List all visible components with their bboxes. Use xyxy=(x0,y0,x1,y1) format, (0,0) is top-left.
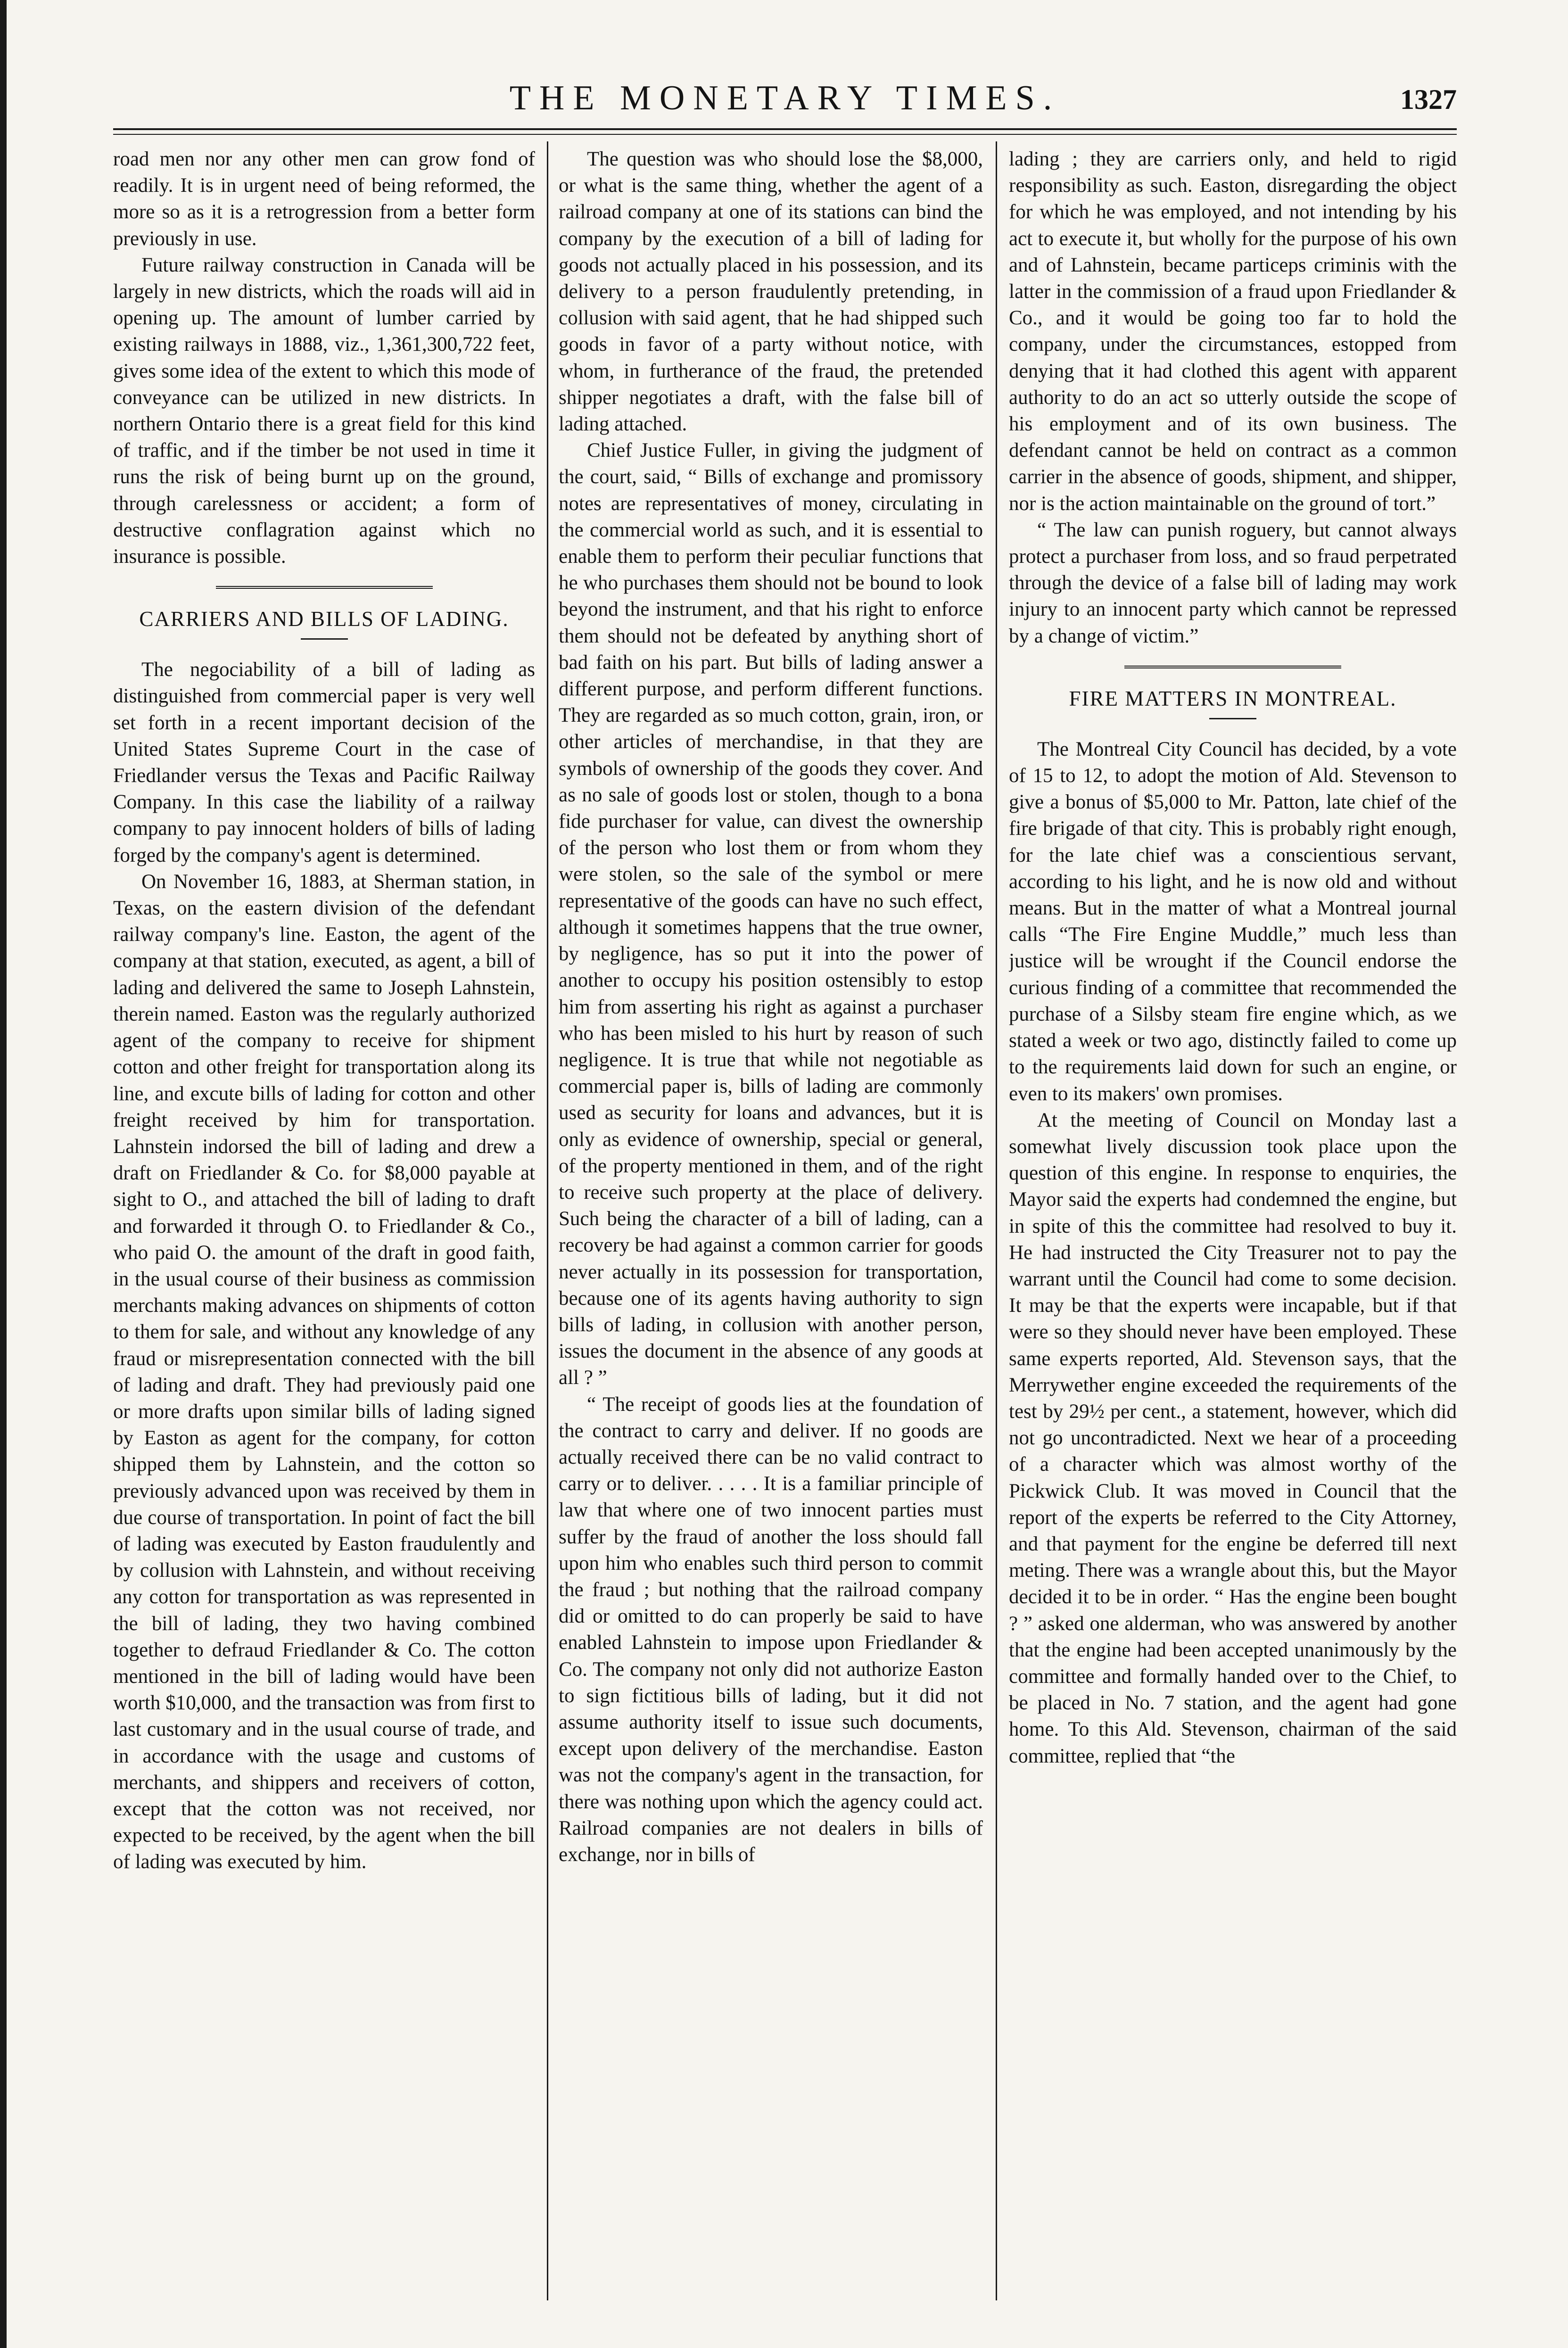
column-2 xyxy=(559,146,983,2296)
article-paragraph: “ The receipt of goods lies at the foundation of the contract to carry and deliver. If no goods are actually received there can be no valid contract to carry or to deliver. . . . . It is a familiar principle of law that where one of two innocent parties must suffer by the fraud of another the loss should fall upon him who enables such third person to commit the fraud ; but nothing that the railroad company did or omitted to do can properly be said to have enabled Lahnstein to impose upon Friedlander & Co. The company not only did not authorize Easton to sign fictitious bills of lading, but it did not assume authority itself to issue such documents, except upon delivery of the merchandise. Easton was not the company's agent in the transaction, for there was nothing upon which the agency could act. Railroad companies are not dealers in bills of exchange, nor in bills of xyxy=(559,1393,983,1866)
article-paragraph: The question was who should lose the $8,000, or what is the same thing, whether the agent of a railroad company at one of its stations can bind the company by the execution of a bill of lading for goods not actually placed in his possession, and its delivery to a person fraudulently pretending, in collusion with said agent, that he had shipped such goods in favor of a party without notice, with whom, in furtherance of the fraud, the pretended shipper negotiates a draft, with the false bill of lading attached. xyxy=(559,148,983,436)
article-paragraph: Chief Justice Fuller, in giving the judgment of the court, said, “ Bills of exchange and promissory notes are representatives of money, circulating in the commercial world as such, and it is essential to enable them to perform their peculiar functions that he who purchases them should not be bound to look beyond the instrument, and that his right to enforce them should not be defeated by anything short of bad faith on his part. But bills of lading answer a different purpose, and perform different functions. They are regarded as so much cotton, grain, iron, or other articles of merchandise, in that they are symbols of ownership of the goods they cover. And as no sale of goods lost or stolen, though to a bona fide purchaser for value, can divest the ownership of the person who lost them or from whom they were stolen, so the sale of the symbol or mere representative of the goods can have no such effect, although it sometimes happens that the true owner, by negligence, has so put it into the power of another to occupy his position ostensibly to estop him from asserting his right as against a purchaser who has been misled to his hurt by reason of such negligence. It is true that while not negotiable as commercial paper is, bills of lading are commonly used as security for loans and advances, but it is only as evidence of ownership, special or general, of the property mentioned in them, and of the right to receive such property at the place of delivery. Such being the character of a bill of lading, can a recovery be had against a common carrier for goods never actually in its possession for transportation, because one of its agents having authority to sign bills of lading, in collusion with another person, issues the document in the absence of any goods at all ? ” xyxy=(559,439,983,1389)
page-binding-edge xyxy=(0,0,7,2348)
article-paragraph: Future railway construction in Canada will be largely in new districts, which the roads will aid in opening up. The amount of lumber carried by existing railways in 1888, viz., 1,361,300,722 feet, gives some idea of the extent to which this mode of conveyance can be utilized in new districts. In northern Ontario there is a great field for this kind of traffic, and if the timber be not used in time it runs the risk of being burnt up on the ground, through carelessness or accident; a form of destructive conflagration against which no insurance is possible. xyxy=(113,254,535,568)
article-paragraph: The Montreal City Council has decided, by a vote of 15 to 12, to adopt the motion of Ald. Stevenson to give a bonus of $5,000 to Mr. Patton, late chief of the fire brigade of that city. This is probably right enough, for the late chief was a conscientious servant, according to his light, and he is now old and without means. But in the matter of what a Montreal journal calls “The Fire Engine Muddle,” much less than justice will be wrought if the Council endorse the curious finding of a committee that recommended the purchase of a Silsby steam fire engine which, as we stated a week or two ago, distinctly failed to come up to the requirements laid down for such an engine, or even to its makers' own promises. xyxy=(1009,738,1457,1105)
article-paragraph: On November 16, 1883, at Sherman station, in Texas, on the eastern division of the defendant railway company's line. Easton, the agent of the company at that station, executed, as agent, a bill of lading and delivered the same to Joseph Lahnstein, therein named. Easton was the regularly authorized agent of the company to receive for shipment cotton and other freight for transportation along its line, and excute bills of lading for cotton and other freight received by him for transportation. Lahnstein indorsed the bill of lading and drew a draft on Friedlander & Co. for $8,000 payable at sight to O., and attached the bill of lading to draft and forwarded it through O. to Friedlander & Co., who paid O. the amount of the draft in good faith, in the usual course of their business as commission merchants making advances on shipments of cotton to them for sale, and without any knowledge of any fraud or misrepresentation connected with the bill of lading and draft. They had previously paid one or more drafts upon similar bills of lading signed by Easton as agent for the company, for cotton shipped them by Lahnstein, and the cotton so previously advanced upon was received by them in due course of transportation. In point of fact the bill of lading was executed by Easton fraudulently and by collusion with Lahnstein, and without receiving any cotton for transportation as was represented in the bill of lading, they two having combined together to defraud Friedlander & Co. The cotton mentioned in the bill of lading would have been worth $10,000, and the transaction was from first to last customary and in the usual course of trade, and in accordance with the usage and customs of merchants, and shippers and receivers of cotton, except that the cotton was not received, nor expected to be received, by the agent when the bill of lading was executed by him. xyxy=(113,870,535,1873)
column-1 xyxy=(113,146,535,2296)
heading-dash xyxy=(301,638,348,640)
article-paragraph: The negociability of a bill of lading as distinguished from commercial paper is very well set forth in a recent important decision of the United States Supreme Court in the case of Friedlander versus the Texas and Pacific Railway Company. In this case the liability of a railway company to pay innocent holders of bills of lading forged by the company's agent is determined. xyxy=(113,659,535,866)
masthead-rule-thin xyxy=(113,134,1457,135)
article-paragraph: road men nor any other men can grow fond of readily. It is in urgent need of being reformed, the more so as it is a retrogression from a better form previously in use. xyxy=(113,148,535,250)
page-number: 1327 xyxy=(1400,84,1457,115)
article-heading: CARRIERS AND BILLS OF LADING. xyxy=(139,607,509,631)
heading-dash xyxy=(1209,718,1256,719)
column-divider xyxy=(547,141,548,2300)
masthead-rule xyxy=(113,128,1457,130)
publication-title: THE MONETARY TIMES. xyxy=(509,79,1061,117)
article-paragraph: “ The law can punish roguery, but cannot always protect a purchaser from loss, and so fraud perpetrated through the device of a false bill of lading may work injury to an innocent party which cannot be repressed by a change of victim.” xyxy=(1009,519,1457,647)
masthead xyxy=(113,71,1457,123)
column-3 xyxy=(1009,146,1457,2296)
section-separator xyxy=(1124,666,1341,671)
article-paragraph: lading ; they are carriers only, and held to rigid responsibility as such. Easton, disregarding the object for which he was employed, and not intending by his act to execute it, but wholly for the purpose of his own and of Lahnstein, became particeps criminis with the latter in the commission of a fraud upon Friedlander & Co., and it would be going too far to hold the company, under the circumstances, estopped from denying that it had clothed this agent with apparent authority to do an act so utterly outside the scope of his employment and of its own business. The defendant cannot be held on contract as a common carrier in the absence of goods, shipment, and shipper, nor is the action maintainable on the ground of tort.” xyxy=(1009,148,1457,515)
column-divider xyxy=(996,141,997,2300)
article-heading: FIRE MATTERS IN MONTREAL. xyxy=(1069,686,1397,710)
article-paragraph: At the meeting of Council on Monday last a somewhat lively discussion took place upon the question of this engine. In response to enquiries, the Mayor said the experts had condemned the engine, but in spite of this the committee had resolved to buy it. He had instructed the City Treasurer not to pay the warrant until the Council had come to some decision. It may be that the experts were incapable, but if that were so they should never have been employed. These same experts reported, Ald. Stevenson says, that the Merrywether engine exceeded the requirements of the test by 29½ per cent., a statement, however, which did not go uncontradicted. Next we hear of a proceeding of a character which was almost worthy of the Pickwick Club. It was moved in Council that the report of the experts be referred to the City Attorney, and that payment for the engine be deferred till next meting. There was a wrangle about this, but the Mayor decided it to be in order. “ Has the engine been bought ? ” asked one alderman, who was answered by another that the engine had been accepted unanimously by the committee and formally handed over to the Chief, to be placed in No. 7 station, and the agent had gone home. To this Ald. Stevenson, chairman of the said committee, replied that “the xyxy=(1009,1109,1457,1767)
section-separator xyxy=(216,586,433,591)
